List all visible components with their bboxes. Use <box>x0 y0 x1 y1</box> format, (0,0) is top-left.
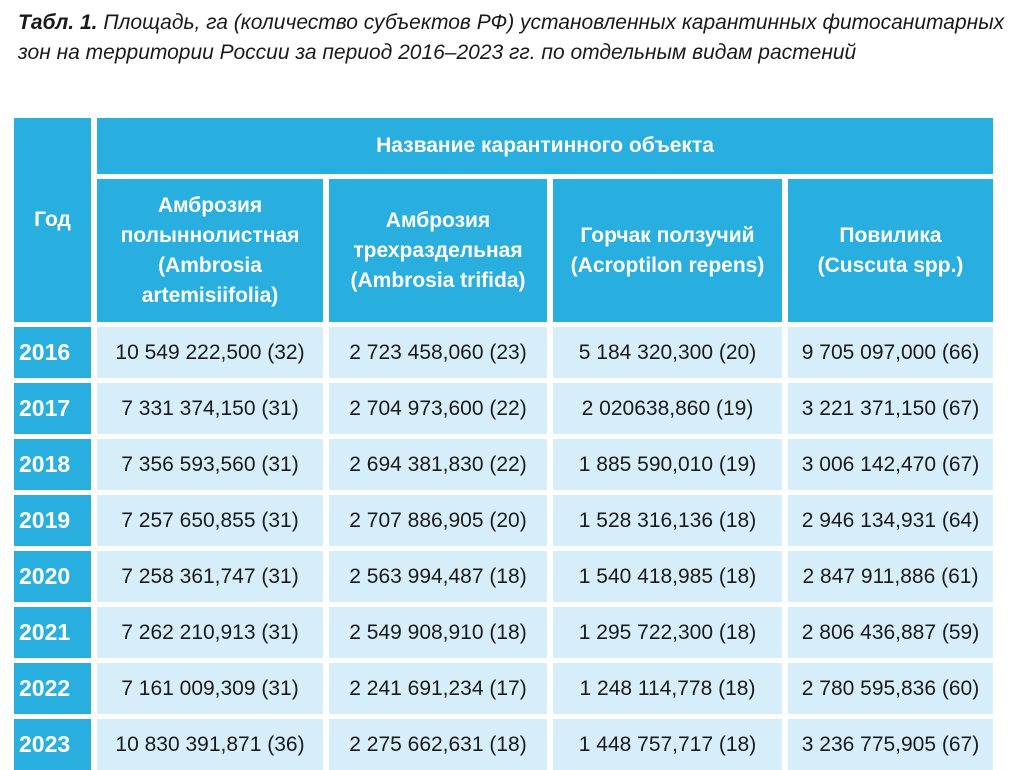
year-cell: 2020 <box>14 551 91 602</box>
value-cell-ambrosia-trifida: 2 707 886,905 (20) <box>329 495 547 546</box>
column-header-acroptilon-repens <box>553 179 782 322</box>
value-cell-ambrosia-artemisiifolia: 10 830 391,871 (36) <box>97 719 323 770</box>
value-cell-cuscuta: 2 946 134,931 (64) <box>788 495 993 546</box>
value-cell-acroptilon-repens: 1 448 757,717 (18) <box>553 719 782 770</box>
column-header-line: (Acroptilon repens) <box>570 253 765 277</box>
year-cell: 2019 <box>14 495 91 546</box>
value-cell-acroptilon-repens: 1 528 316,136 (18) <box>553 495 782 546</box>
column-header-cuscuta <box>788 179 993 322</box>
column-header-line: artemisiifolia) <box>141 283 279 307</box>
year-cell: 2022 <box>14 663 91 714</box>
value-cell-acroptilon-repens: 1 885 590,010 (19) <box>553 439 782 490</box>
data-table <box>14 118 993 770</box>
value-cell-ambrosia-trifida: 2 275 662,631 (18) <box>329 719 547 770</box>
value-cell-ambrosia-trifida: 2 241 691,234 (17) <box>329 663 547 714</box>
year-column-header: Год <box>14 118 91 322</box>
column-header-line: Повилика <box>839 223 942 247</box>
value-cell-cuscuta: 2 806 436,887 (59) <box>788 607 993 658</box>
value-cell-acroptilon-repens: 1 540 418,985 (18) <box>553 551 782 602</box>
caption-text: Площадь, га (количество субъектов РФ) установленных карантинных фитосанитарных зон на территории России за период 2016–2023 гг. по отдельным видам растений <box>18 11 1005 64</box>
value-cell-ambrosia-trifida: 2 704 973,600 (22) <box>329 383 547 434</box>
column-header-line: трехраздельная <box>353 238 523 262</box>
column-header-line: Амброзия <box>157 193 263 217</box>
value-cell-cuscuta: 3 006 142,470 (67) <box>788 439 993 490</box>
quarantine-object-group-header: Название карантинного объекта <box>97 118 993 174</box>
value-cell-ambrosia-trifida: 2 563 994,487 (18) <box>329 551 547 602</box>
year-cell: 2021 <box>14 607 91 658</box>
value-cell-cuscuta: 3 221 371,150 (67) <box>788 383 993 434</box>
value-cell-acroptilon-repens: 2 020638,860 (19) <box>553 383 782 434</box>
year-cell: 2017 <box>14 383 91 434</box>
value-cell-ambrosia-artemisiifolia: 7 356 593,560 (31) <box>97 439 323 490</box>
column-header-ambrosia-artemisiifolia <box>97 179 323 322</box>
column-header-line: (Ambrosia trifida) <box>350 268 526 292</box>
value-cell-cuscuta: 2 847 911,886 (61) <box>788 551 993 602</box>
column-header-line: полыннолистная <box>120 223 300 247</box>
table-caption <box>18 8 1008 68</box>
value-cell-cuscuta: 3 236 775,905 (67) <box>788 719 993 770</box>
value-cell-cuscuta: 9 705 097,000 (66) <box>788 327 993 378</box>
column-header-line: Горчак ползучий <box>580 223 755 247</box>
value-cell-ambrosia-artemisiifolia: 7 262 210,913 (31) <box>97 607 323 658</box>
year-cell: 2018 <box>14 439 91 490</box>
value-cell-ambrosia-trifida: 2 723 458,060 (23) <box>329 327 547 378</box>
caption-label: Табл. 1. <box>18 11 98 34</box>
value-cell-acroptilon-repens: 5 184 320,300 (20) <box>553 327 782 378</box>
value-cell-ambrosia-trifida: 2 549 908,910 (18) <box>329 607 547 658</box>
value-cell-ambrosia-artemisiifolia: 7 331 374,150 (31) <box>97 383 323 434</box>
column-header-ambrosia-trifida <box>329 179 547 322</box>
value-cell-ambrosia-artemisiifolia: 7 161 009,309 (31) <box>97 663 323 714</box>
value-cell-ambrosia-artemisiifolia: 10 549 222,500 (32) <box>97 327 323 378</box>
value-cell-acroptilon-repens: 1 248 114,778 (18) <box>553 663 782 714</box>
value-cell-ambrosia-trifida: 2 694 381,830 (22) <box>329 439 547 490</box>
value-cell-acroptilon-repens: 1 295 722,300 (18) <box>553 607 782 658</box>
column-header-line: Амброзия <box>385 208 491 232</box>
column-header-line: (Cuscuta spp.) <box>817 253 964 277</box>
year-cell: 2023 <box>14 719 91 770</box>
value-cell-ambrosia-artemisiifolia: 7 257 650,855 (31) <box>97 495 323 546</box>
year-cell: 2016 <box>14 327 91 378</box>
value-cell-cuscuta: 2 780 595,836 (60) <box>788 663 993 714</box>
value-cell-ambrosia-artemisiifolia: 7 258 361,747 (31) <box>97 551 323 602</box>
column-header-line: (Ambrosia <box>158 253 262 277</box>
